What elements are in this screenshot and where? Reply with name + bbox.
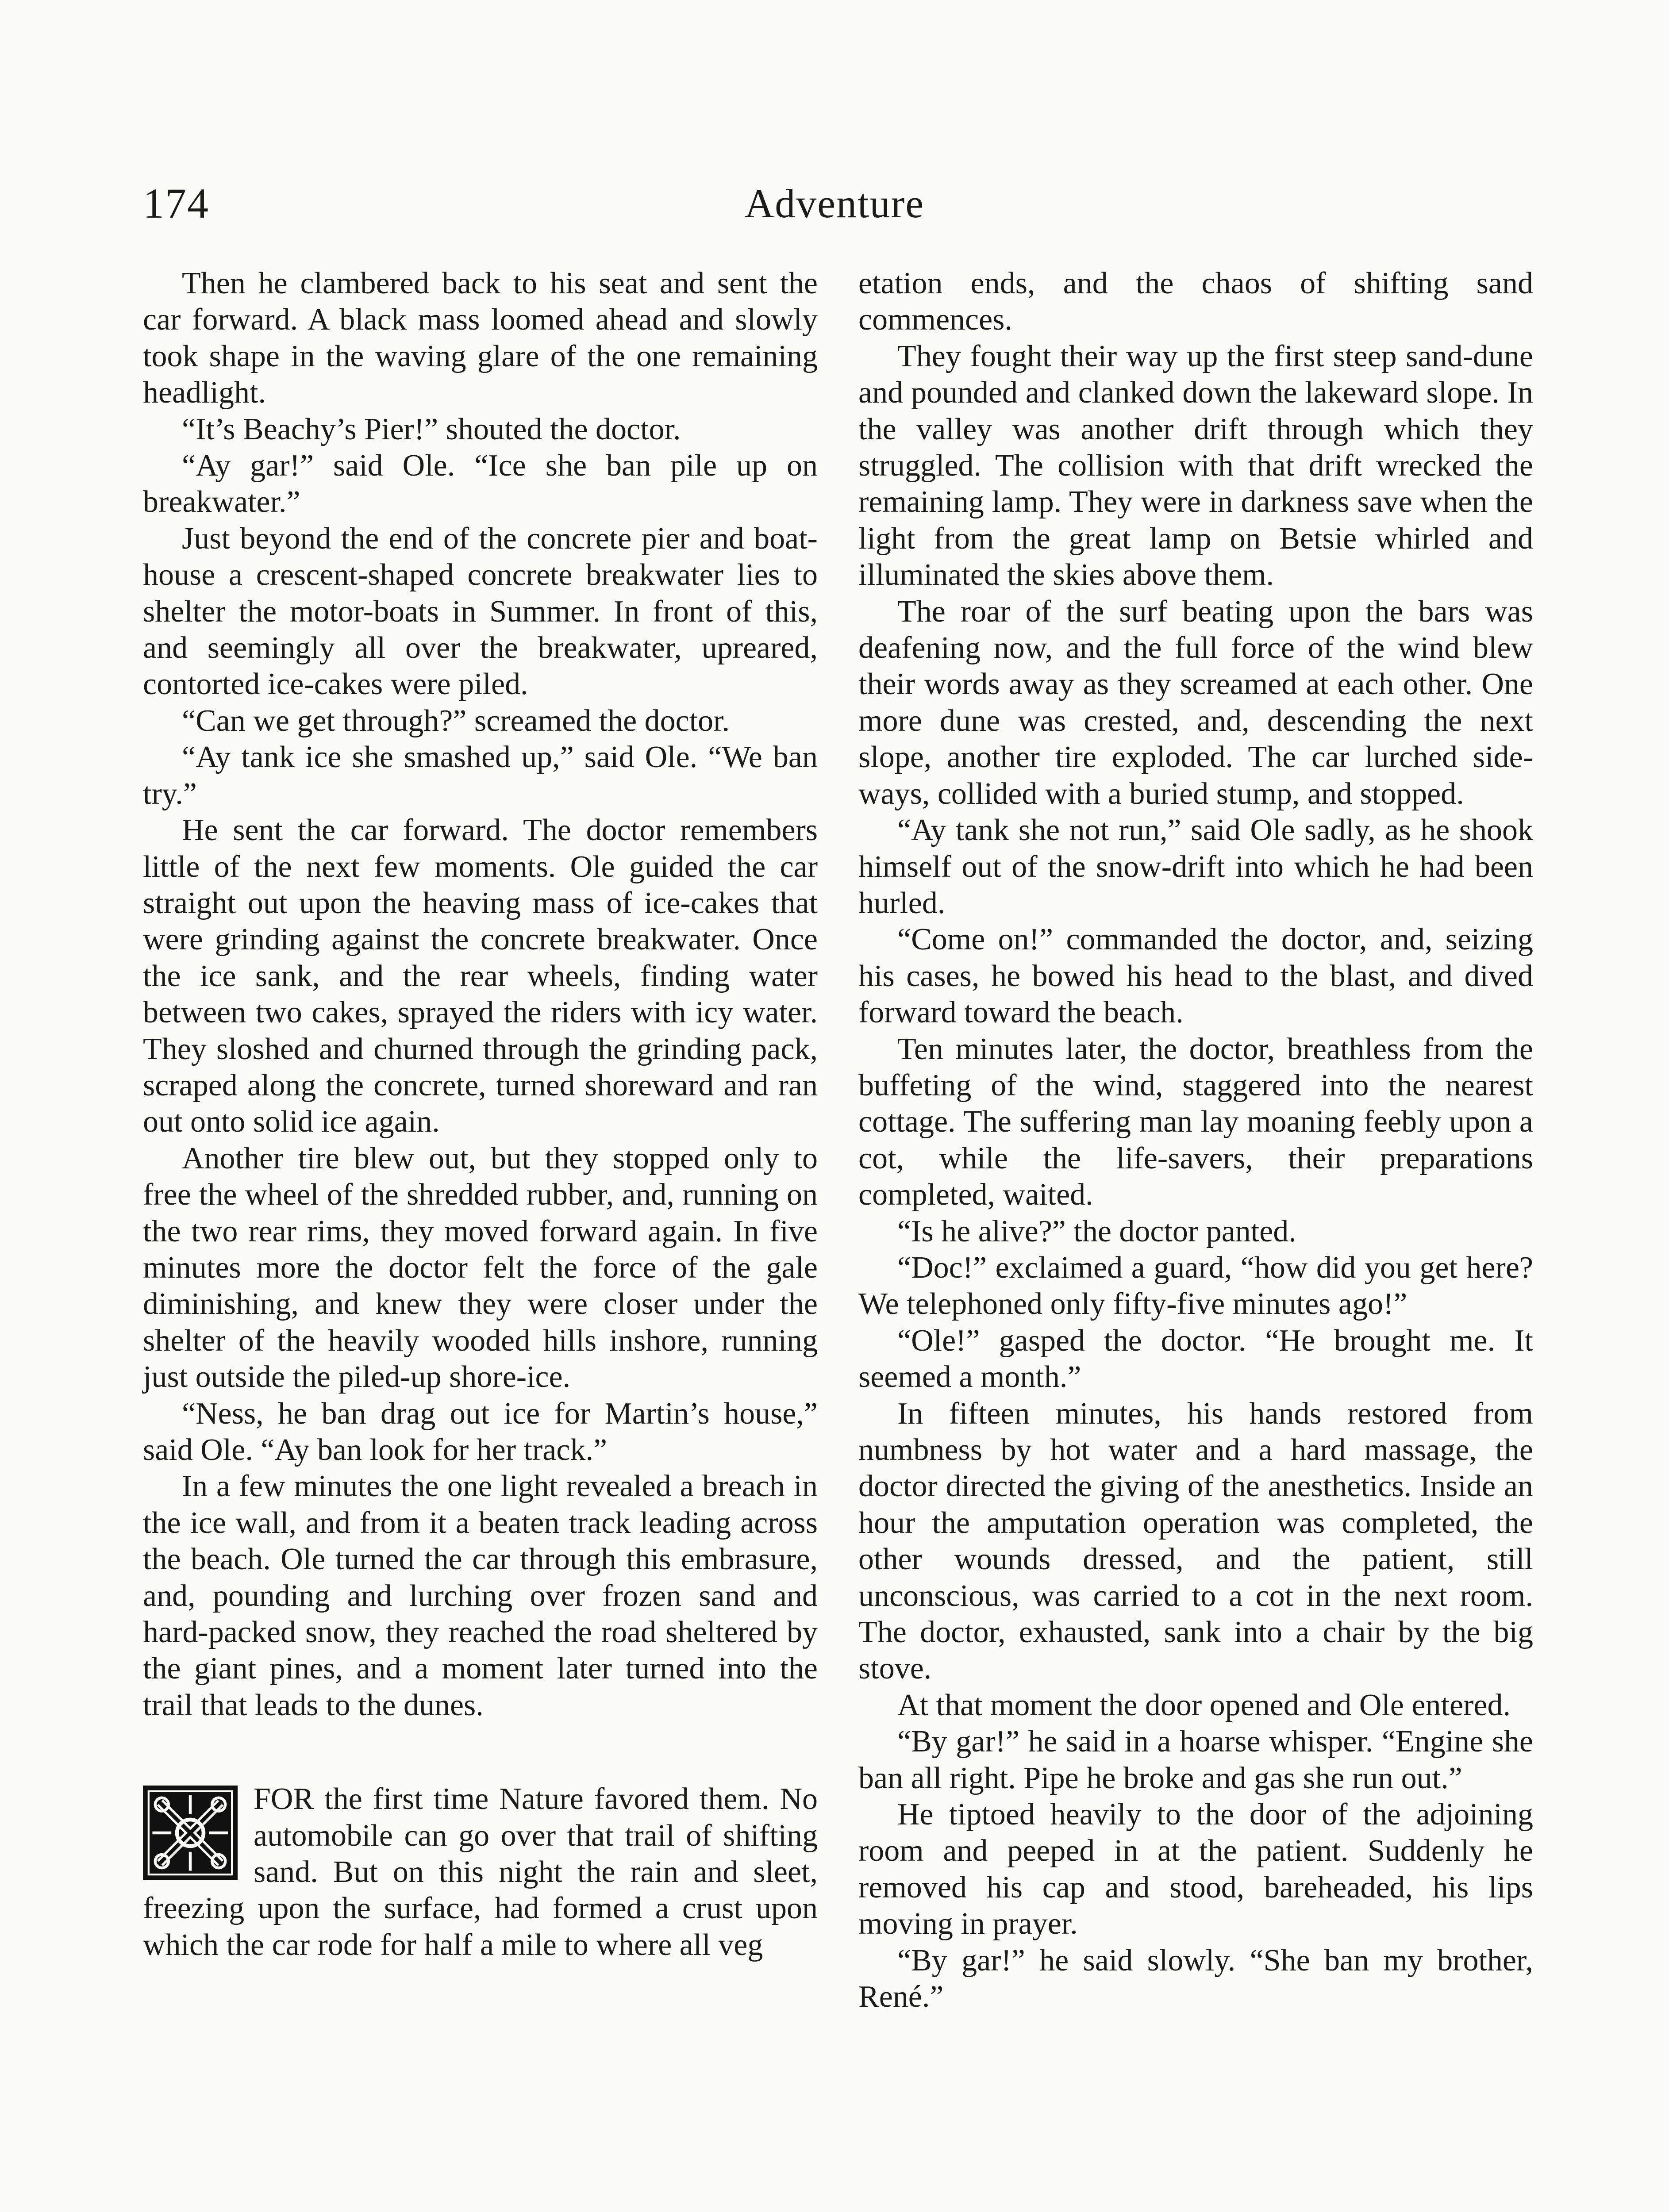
paragraph: In fifteen minutes, his hands restored from numbness by hot water and a hard massage, the doctor directed the giving of the anesthetics. Inside an hour the amputation operation was completed, the other wounds dressed, and the patient, still unconscious, was carried to a cot in the next room. The doctor, exhausted, sank into a chair by the big stove. xyxy=(858,1396,1533,1686)
paragraph: In a few minutes the one light revealed a breach in the ice wall, and from it a beaten track leading across the beach. Ole turned the car through this embrasure, and, pounding and lurching over frozen sand and hard-packed snow, they reached the road sheltered by the giant pines, and a moment later turned into the trail that leads to the dunes. xyxy=(143,1469,818,1722)
paragraph: He tiptoed heavily to the door of the adjoining room and peeped in at the patient. Suddenly he removed his cap and stood, bareheaded, his lips moving in prayer. xyxy=(858,1797,1533,1941)
paragraph: “Ay tank she not run,” said Ole sadly, as he shook himself out of the snow-drift into which he had been hurled. xyxy=(858,813,1533,920)
paragraph: “Ness, he ban drag out ice for Martin’s house,” said Ole. “Ay ban look for her track.” xyxy=(143,1396,818,1467)
paragraph: “By gar!” he said slowly. “She ban my brother, René.” xyxy=(858,1943,1533,2014)
paragraph: Just beyond the end of the concrete pier and boat-house a crescent-shaped concrete breakwater lies to shelter the motor-boats in Summer. In front of this, and seemingly all over the breakwater, upreared, contorted ice-cakes were piled. xyxy=(143,521,818,702)
paragraph: “It’s Beachy’s Pier!” shouted the doctor. xyxy=(182,412,681,446)
paragraph: “Can we get through?” screamed the doctor. xyxy=(182,703,730,738)
knot-ornament-icon xyxy=(143,1786,238,1880)
paragraph: Another tire blew out, but they stopped only to free the wheel of the shredded rubber, and, running on the two rear rims, they moved forward again. In five minutes more the doctor felt the force of the gale diminishing, and knew they were closer under the shelter of the heavily wooded hills inshore, running just outside the piled-up shore-ice. xyxy=(143,1141,818,1394)
right-column xyxy=(858,265,1533,2016)
left-column xyxy=(143,265,818,1963)
paragraph: They fought their way up the first steep sand-dune and pounded and clanked down the lakeward slope. In the valley was another drift through which they struggled. The collision with that drift wrecked the remaining lamp. They were in darkness save when the light from the great lamp on Betsie whirled and illuminated the skies above them. xyxy=(858,339,1533,592)
paragraph: “Ay tank ice she smashed up,” said Ole. “We ban try.” xyxy=(143,740,818,811)
paragraph: “Doc!” exclaimed a guard, “how did you get here? We telephoned only fifty-five minutes ago!” xyxy=(858,1250,1533,1321)
paragraph: “Ole!” gasped the doctor. “He brought me. It seemed a month.” xyxy=(858,1323,1533,1394)
paragraph: The roar of the surf beating upon the bars was deafening now, and the full force of the wind blew their words away as they screamed at each other. One more dune was crested, and, descending the next slope, another tire exploded. The car lurched sideways, collided with a buried stump, and stopped. xyxy=(858,594,1533,811)
paragraph: etation ends, and the chaos of shifting sand commences. xyxy=(858,266,1533,337)
paragraph: He sent the car forward. The doctor remembers little of the next few moments. Ole guided the car straight out upon the heaving mass of ice-cakes that were grinding against the concrete breakwater. Once the ice sank, and the rear wheels, finding water between two cakes, sprayed the riders with icy water. They sloshed and churned through the grinding pack, scraped along the concrete, turned shoreward and ran out onto solid ice again. xyxy=(143,813,818,1139)
paragraph: “Come on!” commanded the doctor, and, seizing his cases, he bowed his head to the blast, and dived forward toward the beach. xyxy=(858,922,1533,1030)
ornamental-dropcap-icon xyxy=(143,1786,238,1880)
paragraph: “By gar!” he said in a hoarse whisper. “Engine she ban all right. Pipe he broke and gas she run out.” xyxy=(858,1724,1533,1795)
paragraph: At that moment the door opened and Ole entered. xyxy=(897,1688,1511,1722)
paragraph: Ten minutes later, the doctor, breathless from the buffeting of the wind, staggered into the nearest cottage. The suffering man lay moaning feebly upon a cot, while the life-savers, their preparations completed, waited. xyxy=(858,1032,1533,1212)
paragraph: Then he clambered back to his seat and sent the car forward. A black mass loomed ahead and slowly took shape in the waving glare of the one remaining headlight. xyxy=(143,266,818,410)
page-number: 174 xyxy=(143,180,209,227)
paragraph: “Is he alive?” the doctor panted. xyxy=(897,1214,1296,1248)
paragraph: FOR the first time Nature favored them. No automobile can go over that trail of shifting sand. But on this night the rain and sleet, freezing upon the surface, had formed a crust upon which the car rode for half a mile to where all veg xyxy=(143,1782,818,1962)
magazine-title: Adventure xyxy=(744,181,925,226)
paragraph: “Ay gar!” said Ole. “Ice she ban pile up on breakwater.” xyxy=(143,449,818,519)
section-break xyxy=(143,1781,818,1963)
page-header xyxy=(143,175,1526,232)
